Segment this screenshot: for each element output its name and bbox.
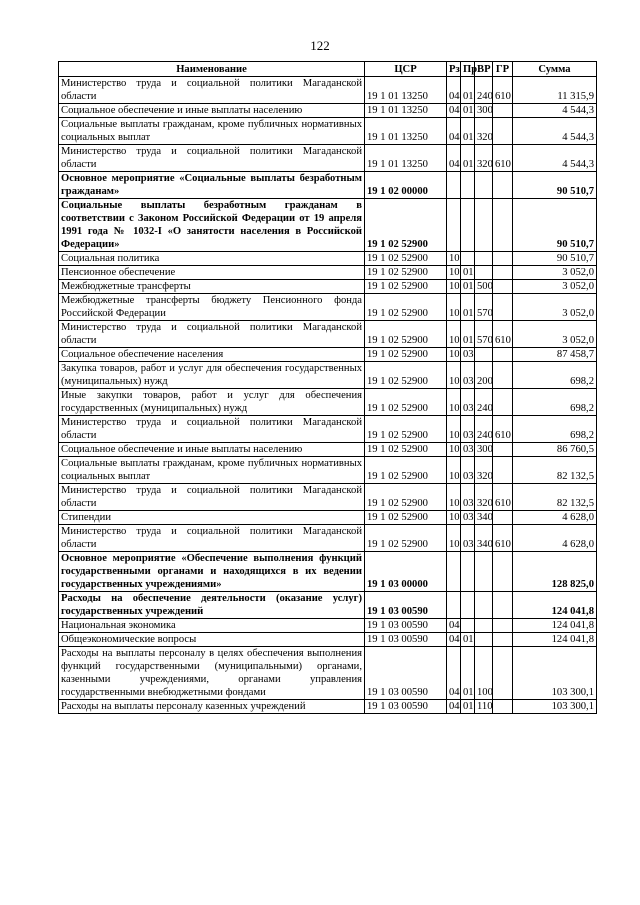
cell-name: Общеэкономические вопросы [59, 633, 365, 647]
cell-gr: 610 [493, 484, 513, 511]
cell-gr: 610 [493, 416, 513, 443]
table-row [59, 362, 597, 389]
page-number: 122 [310, 38, 330, 53]
cell-name: Межбюджетные трансферты [59, 280, 365, 294]
cell-rz [447, 592, 461, 619]
cell-vr: 320 [475, 457, 493, 484]
cell-gr [493, 294, 513, 321]
cell-pr: 03 [461, 484, 475, 511]
cell-csr: 19 1 02 52900 [365, 199, 447, 252]
cell-vr: 300 [475, 104, 493, 118]
cell-vr: 500 [475, 280, 493, 294]
cell-vr: 320 [475, 118, 493, 145]
cell-rz: 04 [447, 700, 461, 714]
cell-sum: 124 041,8 [513, 633, 597, 647]
cell-name: Министерство труда и социальной политики Магаданской области [59, 484, 365, 511]
cell-csr: 19 1 03 00000 [365, 552, 447, 592]
cell-name: Закупка товаров, работ и услуг для обеспечения государственных (муниципальных) нужд [59, 362, 365, 389]
cell-vr: 100 [475, 647, 493, 700]
table-row [59, 104, 597, 118]
cell-csr: 19 1 02 52900 [365, 525, 447, 552]
cell-name: Социальная политика [59, 252, 365, 266]
header-rz: Рз [447, 62, 461, 77]
cell-rz: 10 [447, 511, 461, 525]
table-row [59, 145, 597, 172]
cell-pr: 03 [461, 362, 475, 389]
cell-gr [493, 172, 513, 199]
cell-pr: 03 [461, 457, 475, 484]
cell-rz: 10 [447, 443, 461, 457]
cell-pr [461, 199, 475, 252]
table-row [59, 484, 597, 511]
cell-sum: 11 315,9 [513, 77, 597, 104]
table-row [59, 633, 597, 647]
cell-rz: 04 [447, 118, 461, 145]
cell-sum: 103 300,1 [513, 647, 597, 700]
cell-name: Социальные выплаты гражданам, кроме публичных нормативных социальных выплат [59, 457, 365, 484]
cell-sum: 4 544,3 [513, 104, 597, 118]
cell-sum: 124 041,8 [513, 619, 597, 633]
cell-vr: 200 [475, 362, 493, 389]
cell-gr [493, 647, 513, 700]
cell-vr [475, 252, 493, 266]
table-row [59, 552, 597, 592]
cell-pr: 01 [461, 647, 475, 700]
cell-csr: 19 1 02 52900 [365, 321, 447, 348]
cell-sum: 4 544,3 [513, 118, 597, 145]
cell-csr: 19 1 02 52900 [365, 348, 447, 362]
header-sum: Сумма [513, 62, 597, 77]
cell-gr [493, 252, 513, 266]
cell-gr [493, 389, 513, 416]
cell-name: Социальное обеспечение населения [59, 348, 365, 362]
cell-csr: 19 1 02 52900 [365, 362, 447, 389]
cell-vr: 320 [475, 484, 493, 511]
cell-sum: 128 825,0 [513, 552, 597, 592]
header-pr: Пр [461, 62, 475, 77]
cell-sum: 3 052,0 [513, 280, 597, 294]
cell-csr: 19 1 02 52900 [365, 484, 447, 511]
cell-csr: 19 1 02 00000 [365, 172, 447, 199]
cell-vr [475, 199, 493, 252]
cell-rz: 10 [447, 416, 461, 443]
cell-csr: 19 1 01 13250 [365, 104, 447, 118]
cell-csr: 19 1 03 00590 [365, 700, 447, 714]
cell-name: Министерство труда и социальной политики Магаданской области [59, 321, 365, 348]
cell-sum: 124 041,8 [513, 592, 597, 619]
table-row [59, 252, 597, 266]
cell-vr [475, 348, 493, 362]
table-row [59, 77, 597, 104]
cell-gr [493, 443, 513, 457]
cell-vr: 320 [475, 145, 493, 172]
cell-name: Социальное обеспечение и иные выплаты населению [59, 443, 365, 457]
cell-csr: 19 1 02 52900 [365, 457, 447, 484]
table-row [59, 525, 597, 552]
cell-name: Межбюджетные трансферты бюджету Пенсионного фонда Российской Федерации [59, 294, 365, 321]
cell-csr: 19 1 02 52900 [365, 389, 447, 416]
cell-vr [475, 633, 493, 647]
table-row [59, 619, 597, 633]
cell-vr [475, 172, 493, 199]
cell-rz: 10 [447, 266, 461, 280]
cell-rz [447, 172, 461, 199]
cell-gr [493, 592, 513, 619]
cell-rz: 10 [447, 321, 461, 348]
cell-pr: 03 [461, 443, 475, 457]
cell-rz: 04 [447, 104, 461, 118]
cell-vr: 300 [475, 443, 493, 457]
cell-sum: 90 510,7 [513, 199, 597, 252]
cell-gr: 610 [493, 145, 513, 172]
cell-sum: 3 052,0 [513, 294, 597, 321]
cell-csr: 19 1 01 13250 [365, 145, 447, 172]
cell-sum: 82 132,5 [513, 457, 597, 484]
cell-sum: 3 052,0 [513, 321, 597, 348]
cell-name: Социальные выплаты безработным гражданам в соответствии с Законом Российской Федерации от 19 апреля 1991 года № 1032-I «О занятости населения в Российской Федерации» [59, 199, 365, 252]
cell-csr: 19 1 01 13250 [365, 77, 447, 104]
cell-gr: 610 [493, 321, 513, 348]
header-gr: ГР [493, 62, 513, 77]
table-row [59, 348, 597, 362]
cell-pr: 01 [461, 700, 475, 714]
cell-name: Социальные выплаты гражданам, кроме публичных нормативных социальных выплат [59, 118, 365, 145]
cell-csr: 19 1 02 52900 [365, 511, 447, 525]
cell-vr: 340 [475, 525, 493, 552]
table-row [59, 321, 597, 348]
cell-pr [461, 172, 475, 199]
cell-vr: 240 [475, 416, 493, 443]
cell-vr: 240 [475, 77, 493, 104]
cell-name: Расходы на обеспечение деятельности (оказание услуг) государственных учреждений [59, 592, 365, 619]
cell-rz: 10 [447, 457, 461, 484]
cell-rz: 10 [447, 252, 461, 266]
cell-vr [475, 592, 493, 619]
cell-name: Иные закупки товаров, работ и услуг для обеспечения государственных (муниципальных) нужд [59, 389, 365, 416]
cell-rz: 04 [447, 633, 461, 647]
header-name: Наименование [59, 62, 365, 77]
cell-pr [461, 552, 475, 592]
cell-sum: 90 510,7 [513, 172, 597, 199]
cell-pr: 01 [461, 77, 475, 104]
table-row [59, 172, 597, 199]
cell-sum: 4 544,3 [513, 145, 597, 172]
cell-rz: 10 [447, 362, 461, 389]
cell-name: Министерство труда и социальной политики Магаданской области [59, 525, 365, 552]
cell-vr: 110 [475, 700, 493, 714]
cell-gr: 610 [493, 77, 513, 104]
header-vr: ВР [475, 62, 493, 77]
cell-csr: 19 1 03 00590 [365, 619, 447, 633]
cell-sum: 4 628,0 [513, 525, 597, 552]
cell-vr: 340 [475, 511, 493, 525]
cell-vr: 570 [475, 321, 493, 348]
cell-csr: 19 1 02 52900 [365, 266, 447, 280]
cell-csr: 19 1 03 00590 [365, 647, 447, 700]
cell-vr: 570 [475, 294, 493, 321]
cell-pr: 01 [461, 145, 475, 172]
cell-rz: 10 [447, 280, 461, 294]
cell-sum: 87 458,7 [513, 348, 597, 362]
cell-name: Пенсионное обеспечение [59, 266, 365, 280]
cell-csr: 19 1 02 52900 [365, 294, 447, 321]
cell-vr [475, 266, 493, 280]
cell-sum: 3 052,0 [513, 266, 597, 280]
cell-csr: 19 1 02 52900 [365, 280, 447, 294]
cell-name: Социальное обеспечение и иные выплаты населению [59, 104, 365, 118]
cell-name: Расходы на выплаты персоналу в целях обеспечения выполнения функций государственными (муниципальными) органами, казенными учреждениями, органами управления государственными внебюджетными фондами [59, 647, 365, 700]
cell-pr: 01 [461, 321, 475, 348]
cell-rz [447, 199, 461, 252]
cell-gr [493, 104, 513, 118]
cell-sum: 82 132,5 [513, 484, 597, 511]
table-row [59, 280, 597, 294]
cell-rz [447, 552, 461, 592]
cell-csr: 19 1 02 52900 [365, 252, 447, 266]
cell-gr [493, 118, 513, 145]
cell-gr [493, 266, 513, 280]
cell-pr: 01 [461, 633, 475, 647]
cell-vr [475, 619, 493, 633]
cell-pr: 01 [461, 294, 475, 321]
cell-pr: 01 [461, 104, 475, 118]
cell-rz: 10 [447, 525, 461, 552]
table-row [59, 457, 597, 484]
cell-vr: 240 [475, 389, 493, 416]
cell-pr [461, 619, 475, 633]
cell-name: Стипендии [59, 511, 365, 525]
cell-sum: 698,2 [513, 362, 597, 389]
cell-sum: 698,2 [513, 416, 597, 443]
cell-gr [493, 457, 513, 484]
budget-table [58, 61, 597, 714]
cell-pr: 03 [461, 511, 475, 525]
cell-pr [461, 592, 475, 619]
cell-pr: 01 [461, 266, 475, 280]
cell-gr [493, 619, 513, 633]
cell-gr [493, 280, 513, 294]
cell-csr: 19 1 03 00590 [365, 633, 447, 647]
cell-pr: 03 [461, 389, 475, 416]
cell-csr: 19 1 03 00590 [365, 592, 447, 619]
table-row [59, 266, 597, 280]
cell-csr: 19 1 02 52900 [365, 443, 447, 457]
table-row [59, 592, 597, 619]
table-row [59, 700, 597, 714]
table-row [59, 416, 597, 443]
cell-gr [493, 552, 513, 592]
cell-sum: 698,2 [513, 389, 597, 416]
cell-name: Министерство труда и социальной политики Магаданской области [59, 416, 365, 443]
header-csr: ЦСР [365, 62, 447, 77]
cell-vr [475, 552, 493, 592]
cell-pr: 03 [461, 348, 475, 362]
cell-pr: 03 [461, 525, 475, 552]
cell-name: Национальная экономика [59, 619, 365, 633]
cell-name: Министерство труда и социальной политики Магаданской области [59, 145, 365, 172]
cell-sum: 4 628,0 [513, 511, 597, 525]
cell-name: Расходы на выплаты персоналу казенных учреждений [59, 700, 365, 714]
cell-rz: 04 [447, 77, 461, 104]
table-row [59, 647, 597, 700]
cell-rz: 04 [447, 647, 461, 700]
table-row [59, 389, 597, 416]
cell-sum: 86 760,5 [513, 443, 597, 457]
cell-name: Основное мероприятие «Социальные выплаты безработным гражданам» [59, 172, 365, 199]
table-row [59, 443, 597, 457]
header-row [59, 62, 597, 77]
cell-pr: 01 [461, 280, 475, 294]
cell-rz: 10 [447, 484, 461, 511]
table-row [59, 511, 597, 525]
cell-name: Министерство труда и социальной политики Магаданской области [59, 77, 365, 104]
cell-csr: 19 1 02 52900 [365, 416, 447, 443]
cell-rz: 10 [447, 389, 461, 416]
cell-pr [461, 252, 475, 266]
cell-rz: 04 [447, 619, 461, 633]
cell-rz: 04 [447, 145, 461, 172]
cell-pr: 03 [461, 416, 475, 443]
cell-rz: 10 [447, 348, 461, 362]
cell-gr: 610 [493, 525, 513, 552]
cell-gr [493, 700, 513, 714]
cell-pr: 01 [461, 118, 475, 145]
cell-gr [493, 362, 513, 389]
cell-gr [493, 199, 513, 252]
cell-gr [493, 633, 513, 647]
cell-gr [493, 348, 513, 362]
table-row [59, 199, 597, 252]
table-row [59, 294, 597, 321]
cell-gr [493, 511, 513, 525]
cell-rz: 10 [447, 294, 461, 321]
cell-name: Основное мероприятие «Обеспечение выполнения функций государственными органами и находящихся в их ведении государственных учреждениями» [59, 552, 365, 592]
cell-csr: 19 1 01 13250 [365, 118, 447, 145]
table-row [59, 118, 597, 145]
cell-sum: 90 510,7 [513, 252, 597, 266]
cell-sum: 103 300,1 [513, 700, 597, 714]
